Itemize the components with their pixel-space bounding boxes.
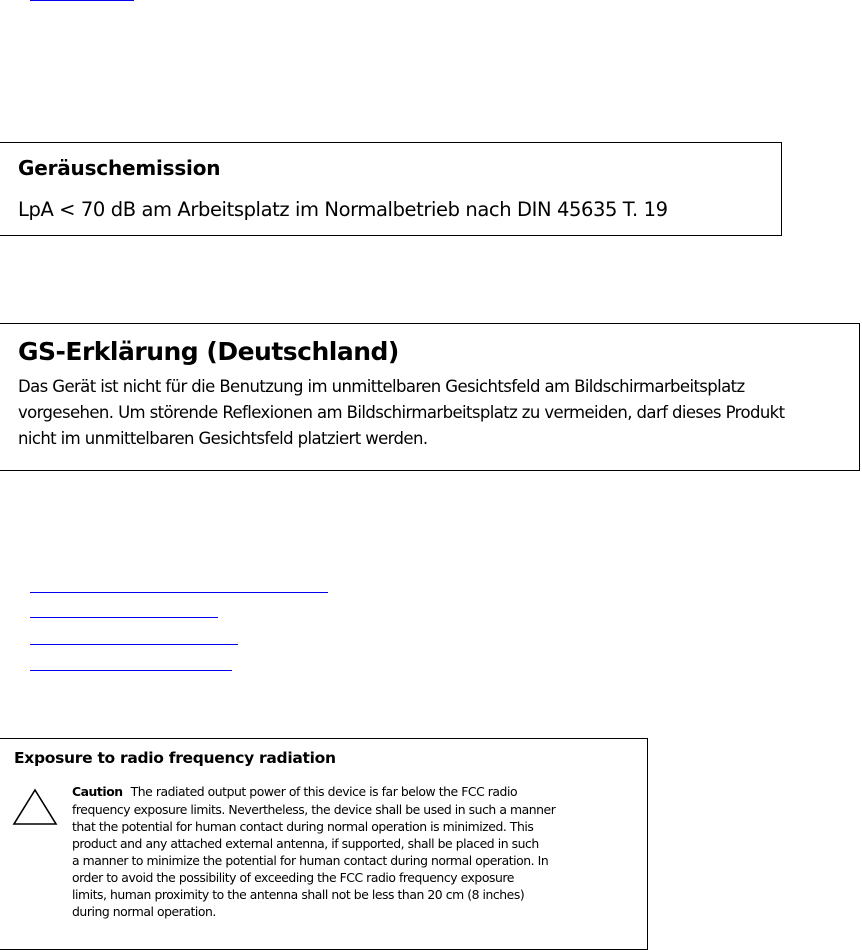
gs-declaration-box (0, 323, 860, 471)
gs-declaration-line: nicht im unmittelbaren Gesichtsfeld platziert werden. (18, 429, 428, 448)
rf-exposure-line: that the potential for human contact during normal operation is minimized. This (72, 819, 534, 834)
link-4[interactable] (30, 670, 232, 671)
link-1[interactable] (30, 592, 328, 593)
link-2[interactable] (30, 617, 218, 618)
rf-exposure-line: limits, human proximity to the antenna shall not be less than 20 cm (8 inches) (72, 887, 525, 902)
rf-exposure-title: Exposure to radio frequency radiation (14, 749, 336, 767)
rf-exposure-line: Caution The radiated output power of this device is far below the FCC radio (72, 784, 518, 799)
noise-emission-box (0, 142, 782, 236)
rf-exposure-line: product and any attached external antenna, if supported, shall be placed in such (72, 836, 539, 851)
rf-exposure-line: order to avoid the possibility of exceeding the FCC radio frequency exposure (72, 870, 514, 885)
gs-declaration-title: GS-Erklärung (Deutschland) (18, 337, 399, 366)
gs-declaration-line: vorgesehen. Um störende Reflexionen am Bildschirmarbeitsplatz zu vermeiden, darf dieses Produkt (18, 403, 785, 422)
link-top[interactable] (30, 0, 134, 1)
link-3[interactable] (30, 644, 238, 645)
noise-emission-text: LpA < 70 dB am Arbeitsplatz im Normalbetrieb nach DIN 45635 T. 19 (18, 198, 668, 221)
rf-exposure-box (0, 738, 648, 950)
rf-exposure-line: during normal operation. (72, 904, 216, 919)
rf-exposure-line: frequency exposure limits. Nevertheless, the device shall be used in such a manner (72, 802, 556, 817)
caution-label: Caution (72, 784, 123, 799)
gs-declaration-line: Das Gerät ist nicht für die Benutzung im unmittelbaren Gesichtsfeld am Bildschirmarbeitsplatz (18, 377, 745, 396)
rf-exposure-line: a manner to minimize the potential for human contact during normal operation. In (72, 853, 549, 868)
warning-triangle-icon (12, 787, 58, 827)
noise-emission-title: Geräuschemission (18, 156, 221, 180)
